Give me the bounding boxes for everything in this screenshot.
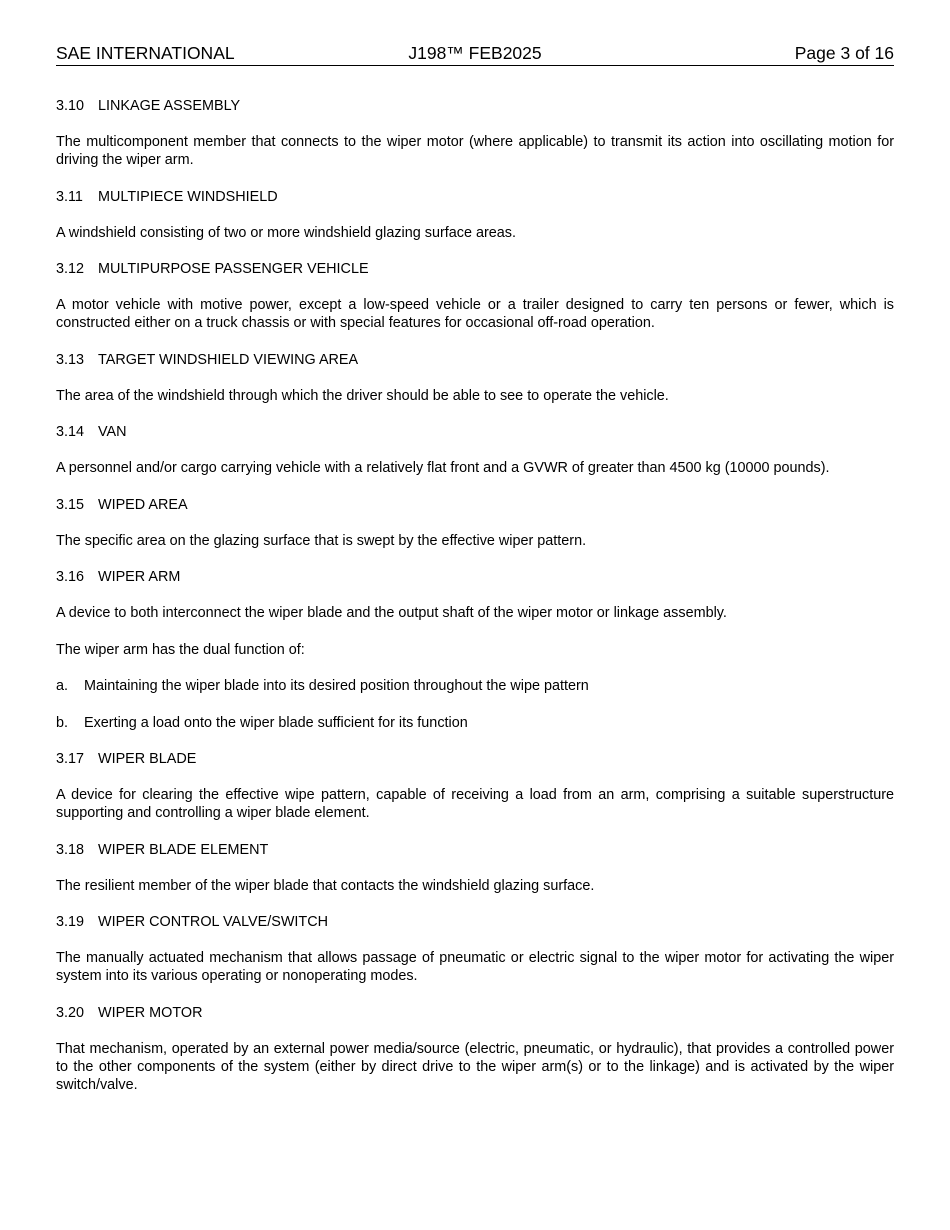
section-paragraph: The area of the windshield through which the driver should be able to see to operate the vehicle. [56, 387, 669, 404]
section-number: 3.13 [56, 351, 85, 368]
document-body [56, 97, 894, 1112]
section-paragraph: A motor vehicle with motive power, except a low-speed vehicle or a trailer designed to carry ten persons or fewer, which is constructed either on a truck chassis or with special features for occasional off-road operation. [56, 297, 894, 331]
list-item [56, 677, 894, 695]
section-paragraph: The manually actuated mechanism that allows passage of pneumatic or electric signal to the wiper motor for activating the wiper system into its various operating or nonoperating modes. [56, 950, 894, 984]
list-item [56, 714, 894, 732]
section-title: TARGET WINDSHIELD VIEWING AREA [98, 351, 359, 368]
section-paragraph: The multicomponent member that connects to the wiper motor (where applicable) to transmit its action into oscillating motion for driving the wiper arm. [56, 134, 894, 168]
section-paragraph: The wiper arm has the dual function of: [56, 641, 305, 658]
section-number: 3.19 [56, 914, 85, 930]
section-number: 3.10 [56, 98, 85, 114]
section-number: 3.18 [56, 841, 85, 858]
list-marker: b. [56, 714, 69, 731]
section-title: WIPED AREA [98, 496, 188, 513]
section-number: 3.14 [56, 424, 85, 440]
list-item-text: Maintaining the wiper blade into its desired position throughout the wipe pattern [84, 678, 589, 694]
section-paragraph: The specific area on the glazing surface that is swept by the effective wiper pattern. [56, 532, 587, 549]
section-title: MULTIPURPOSE PASSENGER VEHICLE [98, 261, 369, 277]
section-heading [56, 260, 894, 278]
section-title: VAN [98, 424, 127, 440]
section-title: WIPER BLADE ELEMENT [98, 841, 269, 858]
section-title: WIPER ARM [98, 569, 181, 585]
section-paragraph: A personnel and/or cargo carrying vehicle with a relatively flat front and a GVWR of greater than 4500 kg (10000 pounds). [56, 460, 830, 476]
section-heading [56, 913, 894, 931]
page-header [56, 43, 894, 66]
section-heading [56, 188, 894, 206]
section-paragraph: A windshield consisting of two or more windshield glazing surface areas. [56, 224, 516, 241]
section-number: 3.20 [56, 1004, 85, 1021]
section-title: LINKAGE ASSEMBLY [98, 98, 241, 114]
section-title: WIPER MOTOR [98, 1004, 203, 1021]
section-title: WIPER BLADE [98, 751, 197, 767]
header-organization: SAE INTERNATIONAL [56, 43, 235, 63]
section-number: 3.17 [56, 751, 85, 767]
section-heading [56, 351, 894, 369]
section-number: 3.12 [56, 261, 85, 277]
section-heading [56, 423, 894, 441]
section-title: MULTIPIECE WINDSHIELD [98, 188, 278, 205]
header-document-id: J198™ FEB2025 [408, 43, 542, 63]
section-paragraph: That mechanism, operated by an external power media/source (electric, pneumatic, or hydraulic), that provides a controlled power to the other components of the system (either by direct drive to the wiper arm(s) or to the linkage) and is activated by the wiper switch/valve. [56, 1040, 894, 1093]
section-number: 3.11 [56, 188, 83, 205]
header-page-number: Page 3 of 16 [794, 43, 894, 63]
section-heading [56, 841, 894, 859]
section-number: 3.16 [56, 569, 85, 585]
section-title: WIPER CONTROL VALVE/SWITCH [98, 914, 329, 930]
section-heading [56, 1004, 894, 1022]
section-heading [56, 568, 894, 586]
list-item-text: Exerting a load onto the wiper blade sufficient for its function [84, 714, 468, 731]
section-paragraph: A device for clearing the effective wipe pattern, capable of receiving a load from an arm, comprising a suitable superstructure supporting and controlling a wiper blade element. [56, 787, 894, 821]
section-number: 3.15 [56, 496, 85, 513]
section-heading [56, 750, 894, 768]
list-marker: a. [56, 678, 69, 694]
section-heading [56, 496, 894, 514]
section-paragraph: The resilient member of the wiper blade that contacts the windshield glazing surface. [56, 877, 595, 894]
section-paragraph: A device to both interconnect the wiper blade and the output shaft of the wiper motor or linkage assembly. [56, 605, 727, 621]
section-heading [56, 97, 894, 115]
